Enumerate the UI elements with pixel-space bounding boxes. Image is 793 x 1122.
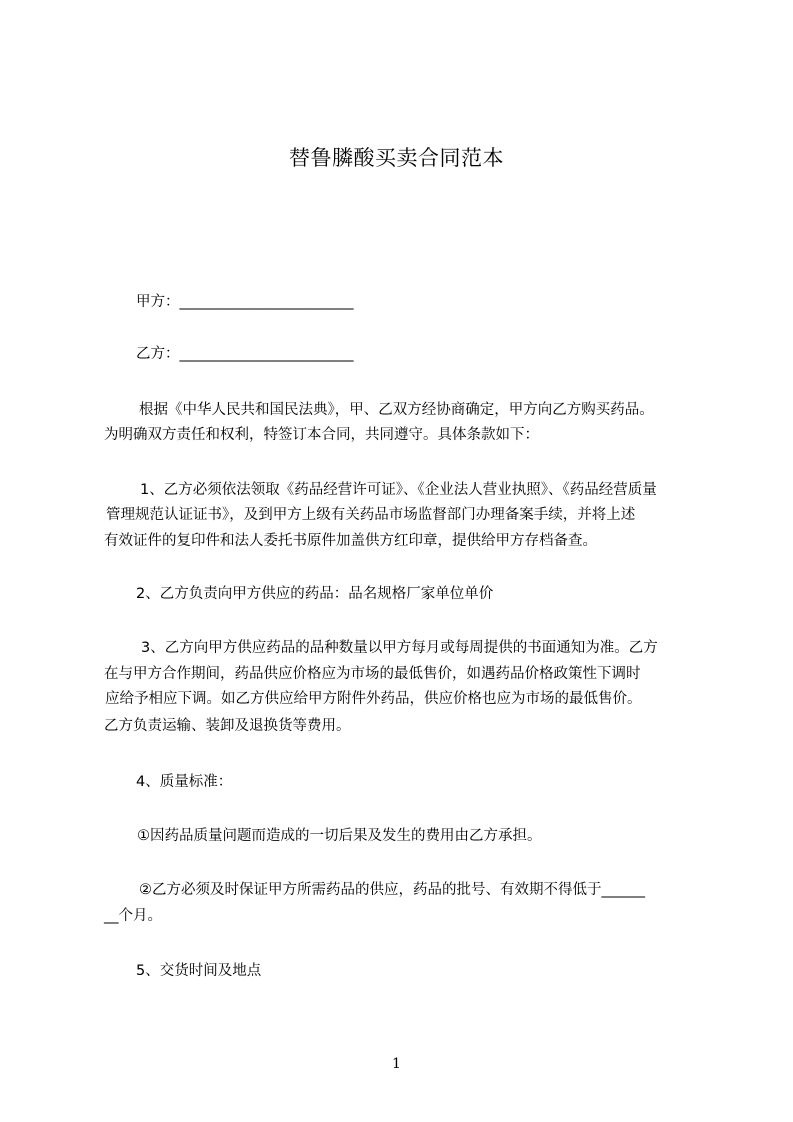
- clause-3-line-4: 乙方负责运输、装卸及退换货等费用。: [104, 718, 351, 734]
- clause-1-line-2: 管理规范认证证书》，及到甲方上级有关药品市场监督部门办理备案手续，并将上述: [106, 507, 636, 523]
- clause-1-line-3: 有效证件的复印件和法人委托书原件加盖供方红印章，提供给甲方存档备查。: [104, 533, 597, 549]
- clause-4-item-2-line-1: ②乙方必须及时保证甲方所需药品的供应，药品的批号、有效期不得低于______: [139, 882, 645, 898]
- clause-4-item-2-line-2: __个月。: [104, 908, 162, 924]
- clause-3-line-2: 在与甲方合作期间，药品供应价格应为市场的最低售价，如遇药品价格政策性下调时: [104, 666, 641, 682]
- clause-2-line: 2、乙方负责向甲方供应的药品：品名规格厂家单位单价: [136, 586, 494, 602]
- page-number: 1: [392, 1056, 401, 1072]
- intro-line-1: 根据《中华人民共和国民法典》，甲、乙双方经协商确定，甲方向乙方购买药品。: [139, 402, 654, 418]
- party-a-line: 甲方：________________________: [136, 294, 354, 310]
- clause-3-line-3: 应给予相应下调。如乙方供应给甲方附件外药品，供应价格也应为市场的最低售价。: [105, 691, 642, 707]
- clause-3-line-1: 3、乙方向甲方供应药品的品种数量以甲方每月或每周提供的书面通知为准。乙方: [141, 640, 658, 656]
- clause-1-line-1: 1、乙方必须依法领取《药品经营许可证》、《企业法人营业执照》、《药品经营质量: [140, 482, 657, 498]
- party-b-line: 乙方：________________________: [136, 346, 354, 362]
- document-title: 替鲁膦酸买卖合同范本: [289, 146, 504, 170]
- clause-5-heading: 5、交货时间及地点: [136, 963, 262, 979]
- clause-4-heading: 4、质量标准：: [136, 774, 233, 790]
- intro-line-2: 为明确双方责任和权利，特签订本合同，共同遵守。具体条款如下：: [104, 427, 539, 443]
- clause-4-item-1: ①因药品质量问题而造成的一切后果及发生的费用由乙方承担。: [137, 828, 542, 844]
